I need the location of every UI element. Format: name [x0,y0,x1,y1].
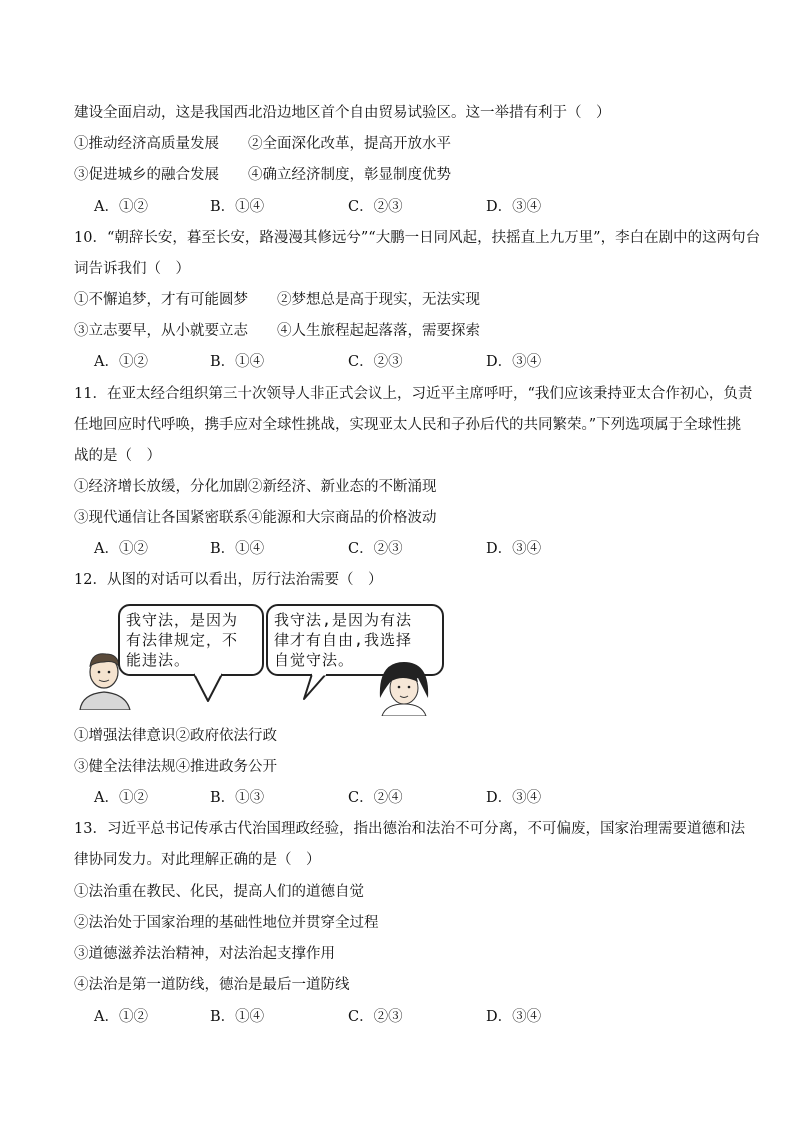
option-b: B．①③ [210,790,265,806]
q11-choice-row-2: ③现代通信让各国紧密联系④能源和大宗商品的价格波动 [74,510,437,526]
right-bubble-line: 律才有自由,我选择 [274,631,413,649]
option-b: B．①④ [210,354,265,370]
q13-choice-1: ①法治重在教民、化民，提高人们的道德自觉 [74,884,364,900]
option-a: A．①② [94,790,148,806]
right-bubble-tail [296,673,336,703]
dialogue-figure [74,600,444,712]
option-a: A．①② [94,199,148,215]
q13-stem-line-1: 13．习近平总书记传承古代治国理政经验，指出德治和法治不可分离，不可偏废，国家治理需要道德和法 [74,821,745,837]
option-b: B．①④ [210,199,265,215]
left-bubble-line: 能违法。 [126,651,191,669]
left-bubble-tail [192,673,242,703]
option-b: B．①④ [210,1009,265,1025]
option-c: C．②③ [348,1009,403,1025]
q13-choice-3: ③道德滋养法治精神，对法治起支撑作用 [74,946,335,962]
q11-stem-line-3: 战的是（ ） [74,448,161,464]
option-a: A．①② [94,354,148,370]
q11-stem-line-2: 任地回应时代呼唤，携手应对全球性挑战，实现亚太人民和子孙后代的共同繁荣。”下列选项属于全球性挑 [74,417,742,433]
q10-choice-row-2: ③立志要早，从小就要立志 ④人生旅程起起落落，需要探索 [74,323,480,339]
option-d: D．③④ [486,354,542,370]
q11-choice-row-1: ①经济增长放缓，分化加剧②新经济、新业态的不断涌现 [74,479,437,495]
q12-stem-line: 12．从图的对话可以看出，厉行法治需要（ ） [74,572,383,588]
option-d: D．③④ [486,199,542,215]
left-bubble-line: 我守法，是因为 [126,611,239,629]
q10-stem-line-2: 词告诉我们（ ） [74,261,190,277]
option-c: C．②③ [348,541,403,557]
option-c: C．②③ [348,199,403,215]
left-bubble-line: 有法律规定，不 [126,631,239,649]
q10-choice-row-1: ①不懈追梦，才有可能圆梦 ②梦想总是高于现实，无法实现 [74,292,480,308]
q9-choice-row-1: ①推动经济高质量发展 ②全面深化改革，提高开放水平 [74,136,451,152]
q12-choice-row-1: ①增强法律意识②政府依法行政 [74,728,277,744]
q9-stem-line: 建设全面启动，这是我国西北沿边地区首个自由贸易试验区。这一举措有利于（ ） [74,105,611,121]
option-c: C．②③ [348,354,403,370]
q13-choice-4: ④法治是第一道防线，德治是最后一道防线 [74,977,350,993]
q9-choice-row-2: ③促进城乡的融合发展 ④确立经济制度，彰显制度优势 [74,167,451,183]
option-c: C．②④ [348,790,403,806]
option-a: A．①② [94,1009,148,1025]
q13-choice-2: ②法治处于国家治理的基础性地位并贯穿全过程 [74,915,379,931]
option-d: D．③④ [486,1009,542,1025]
q10-stem-line-1: 10．“朝辞长安，暮至长安，路漫漫其修远兮”“大鹏一日同风起，扶摇直上九万里”，李白在剧中的这两句台 [74,230,761,246]
right-bubble-line: 我守法,是因为有法 [274,611,413,629]
girl-illustration [372,656,436,716]
option-b: B．①④ [210,541,265,557]
option-a: A．①② [94,541,148,557]
q13-stem-line-2: 律协同发力。对此理解正确的是（ ） [74,852,321,868]
q11-stem-line-1: 11．在亚太经合组织第三十次领导人非正式会议上，习近平主席呼吁，“我们应该秉持亚太合作初心，负责 [74,386,753,402]
q12-choice-row-2: ③健全法律法规④推进政务公开 [74,759,277,775]
option-d: D．③④ [486,790,542,806]
option-d: D．③④ [486,541,542,557]
left-speech-bubble [118,604,264,676]
right-bubble-line: 自觉守法。 [274,651,355,669]
